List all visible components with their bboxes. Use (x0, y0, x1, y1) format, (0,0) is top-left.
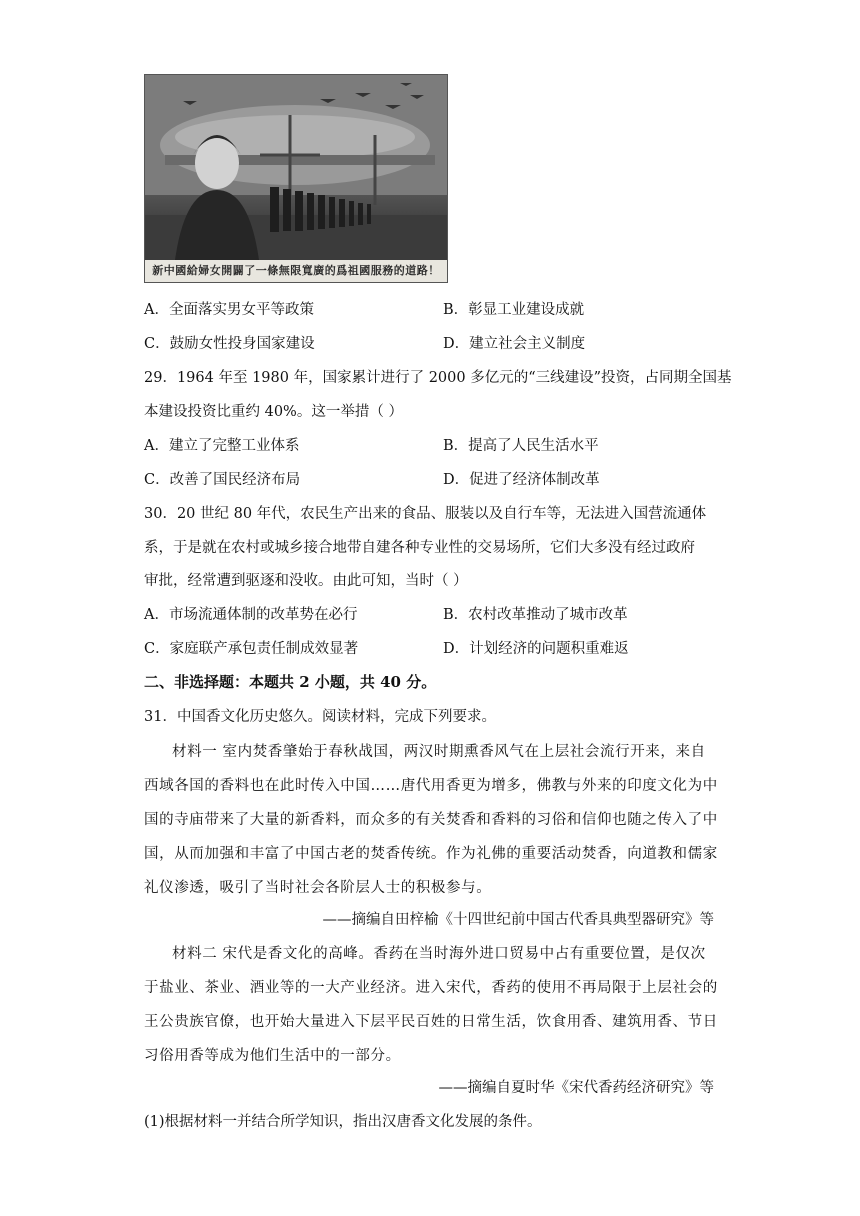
poster-caption: 新中國給婦女開闢了一條無限寬廣的爲祖國服務的道路！ (145, 260, 447, 282)
material-2-line-4: 习俗用香等成为他们生活中的一部分。 (144, 1048, 401, 1064)
q29-option-d: D．促进了经济体制改革 (443, 472, 600, 488)
q31-stem: 31．中国香文化历史悠久。阅读材料，完成下列要求。 (144, 709, 496, 725)
material-2-source: ——摘编自夏时华《宋代香药经济研究》等 (438, 1080, 714, 1096)
poster-artwork (145, 75, 447, 282)
material-1-line-5: 礼仪渗透，吸引了当时社会各阶层人士的积极参与。 (144, 880, 492, 896)
material-2-line-2: 于盐业、茶业、酒业等的一大产业经济。进入宋代，香药的使用不再局限于上层社会的 (144, 980, 718, 996)
q30-option-c: C．家庭联产承包责任制成效显著 (144, 641, 359, 657)
q30-option-a: A．市场流通体制的改革势在必行 (144, 607, 358, 623)
q29-option-b: B．提高了人民生活水平 (443, 438, 599, 454)
q30-stem-line-3: 审批，经常遭到驱逐和没收。由此可知，当时（ ） (144, 573, 468, 589)
material-1-line-1: 材料一 室内焚香肇始于春秋战国，两汉时期熏香风气在上层社会流行开来，来自 (172, 744, 706, 760)
q30-stem-line-2: 系，于是就在农村或城乡接合地带自建各种专业性的交易场所，它们大多没有经过政府 (144, 540, 695, 556)
q30-stem-line-1: 30．20 世纪 80 年代，农民生产出来的食品、服装以及自行车等，无法进入国营流通体 (144, 506, 707, 522)
q28-option-b: B．彰显工业建设成就 (443, 302, 585, 318)
material-2-line-3: 王公贵族官僚，也开始大量进入下层平民百姓的日常生活，饮食用香、建筑用香、节日 (144, 1014, 718, 1030)
material-1-source: ——摘编自田梓榆《十四世纪前中国古代香具典型器研究》等 (322, 912, 714, 928)
material-1-line-3: 国的寺庙带来了大量的新香料，而众多的有关焚香和香料的习俗和信仰也随之传入了中 (144, 812, 718, 828)
propaganda-poster-image (144, 74, 448, 283)
material-2-line-1: 材料二 宋代是香文化的高峰。香药在当时海外进口贸易中占有重要位置，是仅次 (172, 946, 706, 962)
q30-option-b: B．农村改革推动了城市改革 (443, 607, 628, 623)
q29-stem-line-2: 本建设投资比重约 40%。这一举措（ ） (144, 404, 403, 420)
q30-option-d: D．计划经济的问题积重难返 (443, 641, 629, 657)
material-1-line-4: 国，从而加强和丰富了中国古老的焚香传统。作为礼佛的重要活动焚香，向道教和儒家 (144, 846, 718, 862)
q28-option-a: A．全面落实男女平等政策 (144, 302, 314, 318)
material-1-line-2: 西域各国的香料也在此时传入中国……唐代用香更为增多，佛教与外来的印度文化为中 (144, 778, 718, 794)
q28-option-c: C．鼓励女性投身国家建设 (144, 336, 315, 352)
q31-subquestion-1: (1)根据材料一并结合所学知识，指出汉唐香文化发展的条件。 (144, 1114, 542, 1130)
q29-option-c: C．改善了国民经济布局 (144, 472, 301, 488)
q29-stem-line-1: 29．1964 年至 1980 年，国家累计进行了 2000 多亿元的“三线建设”投资，占同期全国基 (144, 370, 732, 386)
q28-option-d: D．建立社会主义制度 (443, 336, 586, 352)
q29-option-a: A．建立了完整工业体系 (144, 438, 300, 454)
section-heading: 二、非选择题：本题共 2 小题，共 40 分。 (144, 673, 437, 691)
